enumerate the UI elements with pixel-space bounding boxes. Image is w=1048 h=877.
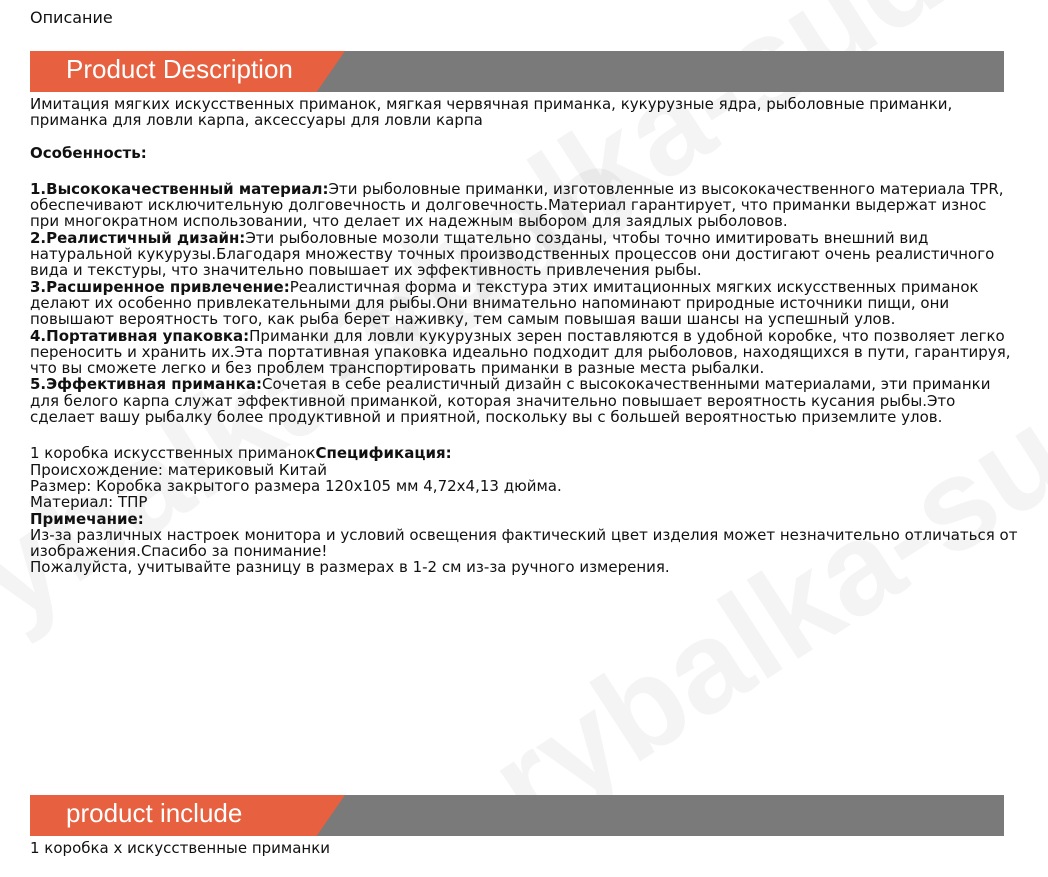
banner-title: product include xyxy=(66,798,243,828)
include-body xyxy=(30,840,1020,856)
spec-line: Происхождение: материковый Китай xyxy=(30,460,328,479)
spec-line: Размер: Коробка закрытого размера 120х105 мм 4,72х4,13 дюйма. xyxy=(30,476,562,495)
feature-item: 5.Эффективная приманка:Сочетая в себе реалистичный дизайн с высококачественными материалами, эти приманки для белого карпа служат эффективной приманкой, которая значительно повышает вероятность кусания рыбы.Это сделает вашу рыбалку более продуктивной и приятной, поскольку вы с большей вероятностью приземлите улов. xyxy=(30,375,991,427)
feature-item: 2.Реалистичный дизайн:Эти рыболовные мозоли тщательно созданы, чтобы точно имитировать внешний вид натуральной кукурузы.Благодаря множеству точных производственных процессов они достигают очень реалистичного вида и текстуры, что значительно повышает их эффективность привлечения рыбы. xyxy=(30,228,995,280)
include-text: 1 коробка х искусственные приманки xyxy=(30,839,331,857)
description-body xyxy=(30,96,1020,576)
product-include-banner xyxy=(30,795,1004,836)
spec-heading: 1 коробка искусственных приманокСпецификация: xyxy=(30,444,452,463)
features-title: Особенность: xyxy=(30,143,147,162)
feature-item: 1.Высококачественный материал:Эти рыболовные приманки, изготовленные из высококачественного материала TPR, обеспечивают исключительную долговечность и долговечность.Материал гарантирует, что приманки выдержат износ при многократном использовании, что делает их надежным выбором для заядлых рыболовов. xyxy=(30,179,1004,231)
intro-text: Имитация мягких искусственных приманок, мягкая червячная приманка, кукурузные ядра, рыболовные приманки, приманка для ловли карпа, аксессуары для ловли карпа xyxy=(30,95,953,130)
page-heading: Описание xyxy=(30,8,113,27)
note-line: Из-за различных настроек монитора и условий освещения фактический цвет изделия может незначительно отличаться от изображения.Спасибо за понимание! xyxy=(30,525,1018,561)
note-title: Примечание: xyxy=(30,509,144,528)
note-line: Пожалуйста, учитывайте разницу в размерах в 1-2 см из-за ручного измерения. xyxy=(30,558,670,577)
banner-title: Product Description xyxy=(66,54,293,84)
feature-item: 3.Расширенное привлечение:Реалистичная форма и текстура этих имитационных мягких искусственных приманок делают их особенно привлекательными для рыбы.Они внимательно напоминают природные источники пищи, они повышают вероятность того, как рыба берет наживку, тем самым повышая ваши шансы на успешный улов. xyxy=(30,277,979,329)
product-description-banner xyxy=(30,51,1004,92)
spec-line: Материал: ТПР xyxy=(30,493,148,512)
feature-item: 4.Портативная упаковка:Приманки для ловли кукурузных зерен поставляются в удобной коробке, что позволяет легко переносить и хранить их.Эта портативная упаковка идеально подходит для рыболовов, находящихся в пути, гарантируя, что вы сможете легко и без проблем транспортировать приманки в разные места рыбалки. xyxy=(30,326,1011,378)
